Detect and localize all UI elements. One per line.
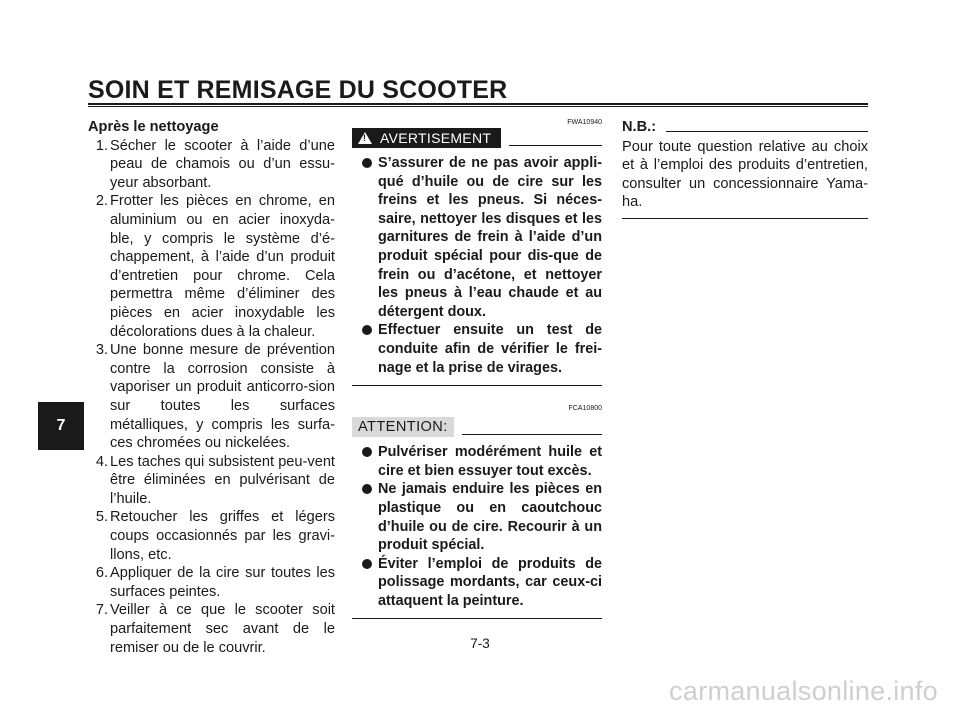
attention-item — [352, 555, 602, 611]
step-text: Frotter les pièces en chrome, en aluminium ou en acier inoxyda-ble, y compris le système d’é-chappement, à l’aide d’un produit d’entretien pour chrome. Cela permettra même d’éliminer des pièces en acier inoxydable les décolorations dues à la chaleur. — [110, 193, 335, 340]
page-title: SOIN ET REMISAGE DU SCOOTER — [88, 76, 508, 104]
watermark: carmanualsonline.info — [669, 676, 938, 706]
step-number: 4. — [95, 453, 108, 470]
step-number: 6. — [95, 565, 108, 582]
attention-list — [352, 443, 602, 610]
warning-badge — [352, 128, 501, 148]
warning-triangle-icon: ! — [358, 132, 372, 144]
step-item — [88, 192, 335, 341]
title-rule — [88, 103, 868, 107]
warning-code: FWA10940 — [567, 119, 602, 126]
attention-header — [352, 417, 602, 437]
warning-item-text: Effectuer ensuite un test de conduite afin de vérifier le frei-nage et la prise de virages. — [378, 322, 602, 376]
note-header — [622, 118, 868, 137]
warning-header — [352, 128, 602, 148]
attention-item-text: Ne jamais enduire les pièces en plastique ou en caoutchouc d’huile ou de cire. Recourir à un produit spécial. — [378, 481, 602, 554]
warning-list — [352, 154, 602, 377]
note-label: N.B.: — [622, 119, 657, 135]
step-text: Une bonne mesure de prévention contre la corrosion consiste à vaporiser un produit anticorro-sion sur toutes les surfaces métalliques, y compris les surfa-ces chromées ou nickelées. — [110, 342, 335, 452]
step-number: 2. — [95, 193, 108, 210]
bullet-dot-icon — [362, 484, 372, 494]
warning-item-text: S’assurer de ne pas avoir appli-qué d’huile ou de cire sur les freins et les pneus. Si néces-saire, nettoyer les disques et les garnitures de frein à l’aide d’un produit spécial pour dis-que de frein ou d’acétone, et nettoyer les pneus à l’eau chaude et au détergent doux. — [378, 155, 602, 320]
step-number: 3. — [95, 342, 108, 359]
bullet-dot-icon — [362, 559, 372, 569]
note-section — [622, 118, 868, 219]
step-text: Retoucher les griffes et légers coups occasionnés par les gravi-llons, etc. — [110, 509, 335, 563]
step-item — [88, 137, 335, 193]
warning-item — [352, 321, 602, 377]
note-header-rule — [666, 131, 868, 132]
chapter-tab: 7 — [38, 402, 84, 450]
warning-header-rule — [509, 145, 602, 146]
attention-item — [352, 443, 602, 480]
step-text: Veiller à ce que le scooter soit parfaitement sec avant de le remiser ou de le couvrir. — [110, 602, 335, 656]
attention-item-text: Pulvériser modérément huile et cire et bien essuyer tout excès. — [378, 444, 602, 479]
warning-label: AVERTISEMENT — [380, 129, 492, 146]
attention-code: FCA10800 — [568, 405, 602, 413]
step-text: Appliquer de la cire sur toutes les surfaces peintes. — [110, 565, 335, 600]
page-number: 7-3 — [470, 636, 490, 651]
step-number: 5. — [95, 509, 108, 526]
step-item — [88, 453, 335, 509]
bullet-dot-icon — [362, 325, 372, 335]
step-item — [88, 564, 335, 601]
attention-item-text: Éviter l’emploi de produits de polissage mordants, car ceux-ci attaquent la peinture. — [378, 555, 602, 609]
note-end-rule — [622, 218, 868, 219]
note-text: Pour toute question relative au choix et à l’emploi des produits d’entretien, consulter un concessionnaire Yama-ha. — [622, 138, 868, 211]
attention-header-rule — [462, 434, 602, 435]
section-heading: Après le nettoyage — [88, 119, 219, 135]
attention-item — [352, 480, 602, 554]
warning-end-rule — [352, 385, 602, 386]
bullet-dot-icon — [362, 158, 372, 168]
warning-item — [352, 154, 602, 321]
step-item — [88, 508, 335, 564]
step-number: 1. — [95, 137, 108, 154]
step-number: 7. — [95, 602, 108, 619]
attention-badge: ATTENTION: — [352, 417, 454, 437]
step-text: Les taches qui subsistent peu-vent être éliminées en pulvérisant de l’huile. — [110, 453, 335, 507]
attention-end-rule — [352, 618, 602, 619]
step-item — [88, 341, 335, 453]
after-cleaning-section — [88, 118, 335, 657]
bullet-dot-icon — [362, 447, 372, 457]
step-text: Sécher le scooter à l’aide d’une peau de chamois ou d’un essu-yeur absorbant. — [110, 137, 335, 191]
safety-column — [352, 118, 602, 619]
steps-list — [88, 137, 335, 658]
